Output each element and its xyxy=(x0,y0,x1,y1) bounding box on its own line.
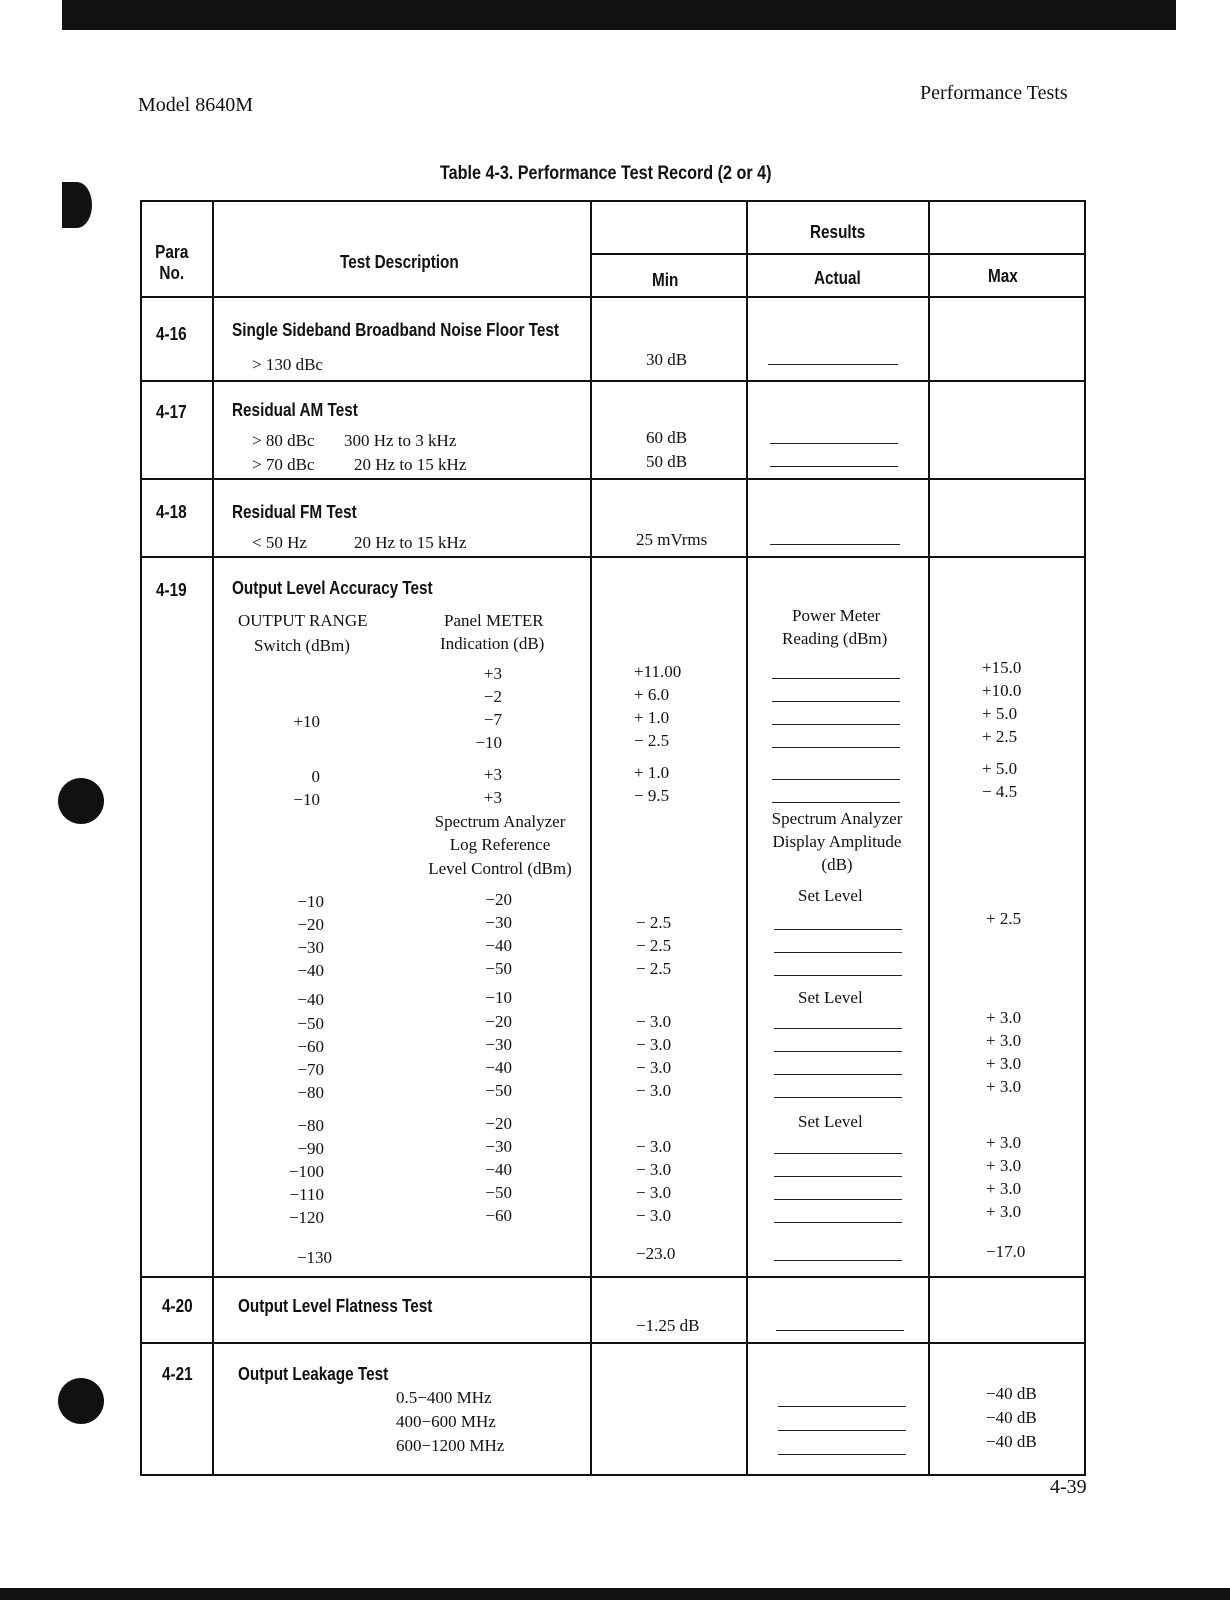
actual-entry-blank xyxy=(772,678,900,679)
actual-entry-blank xyxy=(772,802,900,803)
sa-reference-level: −40 xyxy=(485,1058,512,1077)
min-value: − 2.5 xyxy=(636,936,672,955)
actual-entry-blank xyxy=(774,1176,902,1177)
set-level-label: Set Level xyxy=(798,988,863,1007)
actual-entry-blank xyxy=(778,1430,906,1431)
spec-value: > 80 dBc xyxy=(252,431,315,450)
actual-entry-blank xyxy=(772,701,900,702)
max-value: − 4.5 xyxy=(982,782,1018,801)
min-value: 30 dB xyxy=(646,350,688,369)
min-value: 25 mVrms xyxy=(636,530,708,549)
binder-hole-icon xyxy=(58,1378,104,1424)
model-label: Model 8640M xyxy=(138,94,253,116)
performance-test-record-table xyxy=(140,200,1086,1476)
min-value: + 1.0 xyxy=(634,763,670,782)
min-value: − 3.0 xyxy=(636,1137,672,1156)
actual-entry-blank xyxy=(774,1153,902,1154)
sa-reference-level: −20 xyxy=(485,1012,512,1031)
sa-reference-level: −50 xyxy=(485,1183,512,1202)
max-value: + 3.0 xyxy=(986,1054,1022,1073)
sa-ref-header: Spectrum Analyzer xyxy=(434,812,566,831)
table-title: Table 4-3. Performance Test Record (2 or 4) xyxy=(440,163,772,184)
min-value: − 2.5 xyxy=(636,959,672,978)
max-value: + 5.0 xyxy=(982,704,1018,723)
actual-entry-blank xyxy=(774,1260,902,1261)
column-header-para-no: Para No. xyxy=(155,242,189,283)
para-number: 4-17 xyxy=(156,402,187,422)
actual-entry-blank xyxy=(774,975,902,976)
binder-hole-icon xyxy=(58,778,104,824)
output-range-switch: −40 xyxy=(297,961,324,980)
frequency-range: 20 Hz to 15 kHz xyxy=(354,455,467,474)
column-header-max: Max xyxy=(988,266,1018,286)
test-title: Residual AM Test xyxy=(232,400,358,420)
min-value: +11.00 xyxy=(634,662,682,681)
column-header-results: Results xyxy=(810,222,866,242)
min-value: + 6.0 xyxy=(634,685,670,704)
sa-reference-level: −40 xyxy=(485,1160,512,1179)
actual-entry-blank xyxy=(770,544,900,545)
panel-meter-indication: +3 xyxy=(483,788,502,807)
actual-entry-blank xyxy=(768,364,898,365)
max-value: −40 dB xyxy=(986,1384,1037,1403)
output-range-switch: −10 xyxy=(297,892,324,911)
output-range-switch: −110 xyxy=(289,1185,324,1204)
actual-entry-blank xyxy=(770,443,898,444)
output-range-switch: −50 xyxy=(297,1014,324,1033)
max-value: + 3.0 xyxy=(986,1077,1022,1096)
sa-display-header: Spectrum Analyzer xyxy=(771,809,903,828)
frequency-band: 400−600 MHz xyxy=(396,1412,496,1431)
output-range-switch: −30 xyxy=(297,938,324,957)
actual-entry-blank xyxy=(774,1051,902,1052)
para-number: 4-16 xyxy=(156,324,187,344)
max-value: −40 dB xyxy=(986,1432,1037,1451)
output-range-switch: −60 xyxy=(297,1037,324,1056)
actual-entry-blank xyxy=(774,929,902,930)
section-label: Performance Tests xyxy=(920,82,1068,104)
output-range-switch: −120 xyxy=(288,1208,324,1227)
sa-reference-level: −50 xyxy=(485,1081,512,1100)
output-range-switch: −20 xyxy=(297,915,324,934)
actual-entry-blank xyxy=(776,1330,904,1331)
reading-header: Reading (dBm) xyxy=(782,629,888,648)
min-value: −23.0 xyxy=(636,1244,676,1263)
set-level-label: Set Level xyxy=(798,1112,863,1131)
actual-entry-blank xyxy=(774,1028,902,1029)
max-value: + 3.0 xyxy=(986,1008,1022,1027)
binder-hole-icon xyxy=(62,182,92,228)
para-number: 4-20 xyxy=(162,1296,193,1316)
output-range-switch: −100 xyxy=(288,1162,324,1181)
max-value: + 3.0 xyxy=(986,1031,1022,1050)
actual-entry-blank xyxy=(770,466,898,467)
test-title: Output Level Flatness Test xyxy=(238,1296,433,1316)
max-value: +15.0 xyxy=(982,658,1022,677)
min-value: − 3.0 xyxy=(636,1160,672,1179)
sa-reference-level: −30 xyxy=(485,913,512,932)
para-number: 4-18 xyxy=(156,502,187,522)
test-title: Output Level Accuracy Test xyxy=(232,578,433,598)
min-value: − 3.0 xyxy=(636,1058,672,1077)
column-header-test-description: Test Description xyxy=(340,252,459,272)
sa-reference-level: −20 xyxy=(485,890,512,909)
min-value: − 3.0 xyxy=(636,1012,672,1031)
panel-meter-indication: −7 xyxy=(483,710,502,729)
actual-entry-blank xyxy=(772,779,900,780)
para-number: 4-19 xyxy=(156,580,187,600)
actual-entry-blank xyxy=(774,1222,902,1223)
page-number: 4-39 xyxy=(1050,1476,1087,1498)
max-value: + 3.0 xyxy=(986,1179,1022,1198)
actual-entry-blank xyxy=(774,1199,902,1200)
output-range-switch: −80 xyxy=(297,1116,324,1135)
output-range-switch: −40 xyxy=(297,990,324,1009)
sa-reference-level: −30 xyxy=(485,1035,512,1054)
actual-entry-blank xyxy=(774,952,902,953)
panel-meter-header: Panel METER xyxy=(444,611,544,630)
min-value: 50 dB xyxy=(646,452,688,471)
max-value: + 3.0 xyxy=(986,1202,1022,1221)
max-value: + 2.5 xyxy=(982,727,1018,746)
sa-ref-header: Log Reference xyxy=(449,835,551,854)
spec-value: > 70 dBc xyxy=(252,455,315,474)
sa-display-header: (dB) xyxy=(821,855,853,874)
max-value: +10.0 xyxy=(982,681,1022,700)
panel-meter-indication: −2 xyxy=(483,687,502,706)
actual-entry-blank xyxy=(774,1074,902,1075)
output-range-switch: −130 xyxy=(296,1248,332,1267)
min-value: + 1.0 xyxy=(634,708,670,727)
output-range-switch: 0 xyxy=(311,767,320,786)
column-header-min: Min xyxy=(652,270,679,290)
panel-meter-indication: +3 xyxy=(483,664,502,683)
scan-bottom-border xyxy=(0,1588,1230,1600)
min-value: − 3.0 xyxy=(636,1081,672,1100)
test-title: Output Leakage Test xyxy=(238,1364,389,1384)
min-value: − 2.5 xyxy=(636,913,672,932)
sa-reference-level: −30 xyxy=(485,1137,512,1156)
min-value: − 9.5 xyxy=(634,786,670,805)
scan-top-border xyxy=(62,0,1176,30)
sa-ref-header: Level Control (dBm) xyxy=(428,859,572,878)
sa-reference-level: −50 xyxy=(485,959,512,978)
frequency-band: 0.5−400 MHz xyxy=(396,1388,492,1407)
min-value: − 3.0 xyxy=(636,1183,672,1202)
max-value: + 2.5 xyxy=(986,909,1022,928)
output-range-header: OUTPUT RANGE xyxy=(238,611,368,630)
indication-header: Indication (dB) xyxy=(440,634,545,653)
sa-display-header: Display Amplitude xyxy=(772,832,902,851)
min-value: −1.25 dB xyxy=(636,1316,700,1335)
output-range-switch: +10 xyxy=(293,712,320,731)
sa-reference-level: −20 xyxy=(485,1114,512,1133)
min-value: − 2.5 xyxy=(634,731,670,750)
actual-entry-blank xyxy=(772,747,900,748)
frequency-band: 600−1200 MHz xyxy=(396,1436,505,1455)
test-title: Single Sideband Broadband Noise Floor Test xyxy=(232,320,560,340)
switch-header: Switch (dBm) xyxy=(254,636,350,655)
max-value: + 3.0 xyxy=(986,1156,1022,1175)
min-value: − 3.0 xyxy=(636,1035,672,1054)
min-value: 60 dB xyxy=(646,428,688,447)
panel-meter-indication: −10 xyxy=(475,733,502,752)
column-header-actual: Actual xyxy=(814,268,861,288)
sa-reference-level: −40 xyxy=(485,936,512,955)
frequency-range: 20 Hz to 15 kHz xyxy=(354,533,467,552)
sa-reference-level: −60 xyxy=(485,1206,512,1225)
output-range-switch: −10 xyxy=(293,790,320,809)
max-value: −40 dB xyxy=(986,1408,1037,1427)
output-range-switch: −90 xyxy=(297,1139,324,1158)
frequency-range: 300 Hz to 3 kHz xyxy=(344,431,457,450)
set-level-label: Set Level xyxy=(798,886,863,905)
min-value: − 3.0 xyxy=(636,1206,672,1225)
actual-entry-blank xyxy=(774,1097,902,1098)
output-range-switch: −80 xyxy=(297,1083,324,1102)
max-value: −17.0 xyxy=(986,1242,1026,1261)
panel-meter-indication: +3 xyxy=(483,765,502,784)
test-title: Residual FM Test xyxy=(232,502,357,522)
actual-entry-blank xyxy=(772,724,900,725)
actual-entry-blank xyxy=(778,1406,906,1407)
max-value: + 5.0 xyxy=(982,759,1018,778)
power-meter-header: Power Meter xyxy=(792,606,881,625)
para-number: 4-21 xyxy=(162,1364,193,1384)
output-range-switch: −70 xyxy=(297,1060,324,1079)
spec-value: < 50 Hz xyxy=(252,533,307,552)
spec-value: > 130 dBc xyxy=(252,355,323,374)
max-value: + 3.0 xyxy=(986,1133,1022,1152)
sa-reference-level: −10 xyxy=(485,988,512,1007)
actual-entry-blank xyxy=(778,1454,906,1455)
